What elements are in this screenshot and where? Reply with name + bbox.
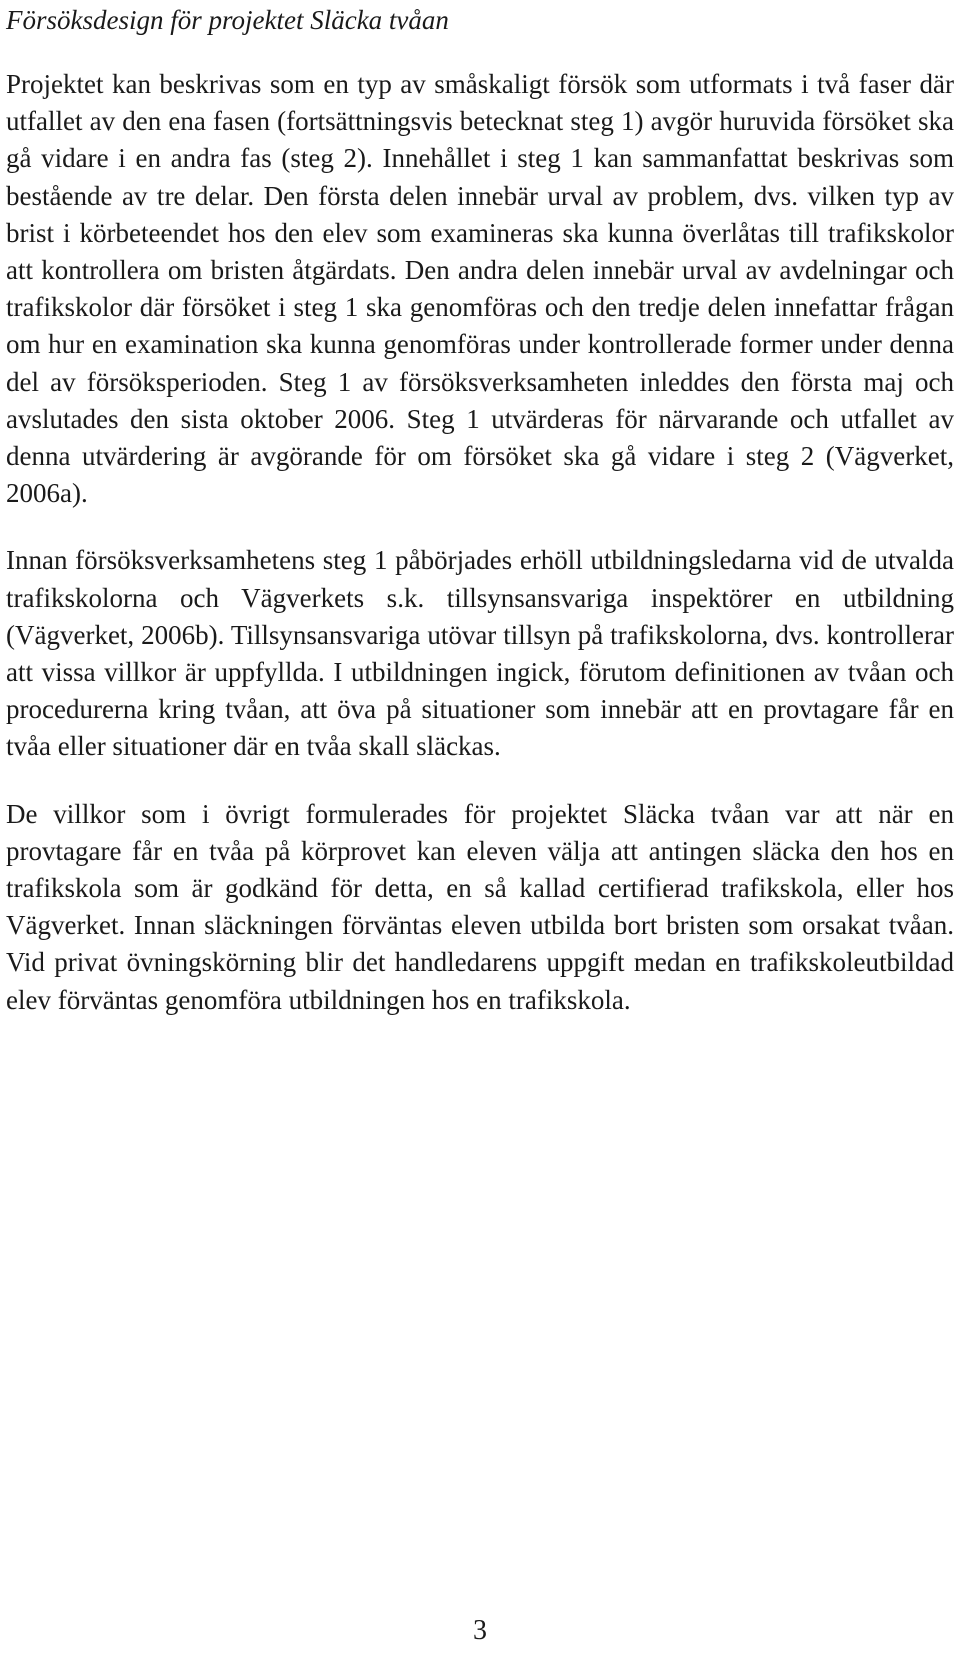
section-heading: Försöksdesign för projektet Släcka tvåan xyxy=(6,5,449,35)
paragraph-1: Projektet kan beskrivas som en typ av småskaligt försök som utformats i två faser där utfallet av den ena fasen (fortsättningsvis betecknat steg 1) avgör huruvida försöket ska gå vidare i en andra fas (steg 2). Innehållet i steg 1 kan sammanfattat beskrivas som bestående av tre delar. Den första delen innebär urval av problem, dvs. vilken typ av brist i körbeteendet hos den elev som examineras ska kunna överlåtas till trafikskolor att kontrollera om bristen åtgärdats. Den andra delen innebär urval av avdelningar och trafikskolor där försöket i steg 1 ska genomföras och den tredje delen innefattar frågan om hur en examination ska kunna genomföras under kontrollerade former under denna del av försöksperioden. Steg 1 av försöksverksamheten inleddes den första maj och avslutades den sista oktober 2006. Steg 1 utvärderas för närvarande och utfallet av denna utvärdering är avgörande för om försöket ska gå vidare i steg 2 (Vägverket, 2006a). xyxy=(6,69,954,509)
paragraph-2: Innan försöksverksamhetens steg 1 påbörjades erhöll utbildningsledarna vid de utvalda trafikskolorna och Vägverkets s.k. tillsynsansvariga inspektörer en utbildning (Vägverket, 2006b). Tillsynsansvariga utövar tillsyn på trafikskolorna, dvs. kontrollerar att vissa villkor är uppfyllda. I utbildningen ingick, förutom definitionen av tvåan och procedurerna kring tvåan, att öva på situationer som innebär att en provtagare får en tvåa eller situationer där en tvåa skall släckas. xyxy=(6,545,954,762)
document-body xyxy=(6,4,954,1049)
paragraph-3: De villkor som i övrigt formulerades för projektet Släcka tvåan var att när en provtagare får en tvåa på körprovet kan eleven välja att antingen släcka den hos en trafikskola som är godkänd för detta, en så kallad certifierad trafikskola, eller hos Vägverket. Innan släckningen förväntas eleven utbilda bort bristen som orsakat tvåan. Vid privat övningskörning blir det handledarens uppgift medan en trafikskoleutbildad elev förväntas genomföra utbildningen hos en trafikskola. xyxy=(6,798,954,1015)
page-number: 3 xyxy=(473,1615,487,1646)
